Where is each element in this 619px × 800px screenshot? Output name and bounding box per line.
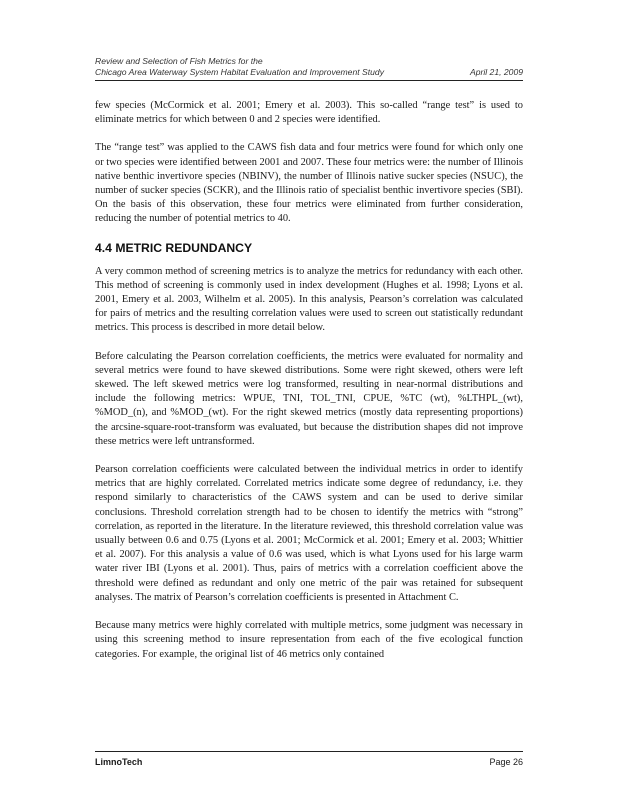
paragraph-4: Before calculating the Pearson correlation coefficients, the metrics were evaluated for normality and several metrics were found to have skewed distributions. Some were right skewed, others were left skewed. The left skewed metrics were log transformed, resulting in near-normal distributions and include the following metrics: WPUE, TNI, TOL_TNI, CPUE, %TC (wt), %LTHPL_(wt), %MOD_(n), and %MOD_(wt). For the right skewed metrics (mostly data representing proportions) the arcsine-square-root-transform was evaluated, but because the distribution shapes did not improve these metrics were left untransformed. [95,350,523,447]
paragraph-6: Because many metrics were highly correlated with multiple metrics, some judgment was necessary in using this screening method to insure representation from each of the five ecological function categories. For example, the original list of 46 metrics only contained [95,620,523,660]
paragraph-2: The “range test” was applied to the CAWS fish data and four metrics were found for which only one or two species were identified between 2001 and 2007. These four metrics were: the number of Illinois native benthic invertivore species (NBINV), the number of Illinois native sucker species (NSUC), the number of sucker species (SCKR), and the Illinois ratio of specialist benthic invertivore species (SBI). On the basis of this observation, these four metrics were eliminated from further consideration, reducing the number of potential metrics to 40. [95,142,523,225]
section-heading: 4.4 METRIC REDUNDANCY [95,240,253,255]
paragraph-5: Pearson correlation coefficients were calculated between the individual metrics in order to identify metrics that are highly correlated. Correlated metrics indicate some degree of redundancy, i.e. they respond similarly to characteristics of the CAWS system and can be used to derive similar conclusions. Threshold correlation strength had to be chosen to identify the metrics with “strong” correlation, as reported in the literature. In the literature reviewed, this threshold correlation value was usually between 0.6 and 0.75 (Lyons et al. 2001; McCormick et al. 2001; Emery et al. 2003; Whittier et al. 2007). For this analysis a value of 0.6 was used, which is what Lyons used for his large warm water river IBI (Lyons et al. 2001). Thus, pairs of metrics with a correlation coefficient above the threshold were defined as redundant and only one metric of the pair was retained for subsequent analyses. The matrix of Pearson’s correlation coefficients is presented in Attachment C. [95,464,523,603]
body-content [95,99,523,676]
page-number: Page 26 [489,757,523,767]
header-title-line2: Chicago Area Waterway System Habitat Evaluation and Improvement Study [95,67,384,77]
footer-divider [95,751,523,752]
footer-company: LimnoTech [95,757,143,767]
running-header [95,56,523,78]
header-divider [95,80,523,81]
running-footer [95,757,523,768]
paragraph-3: A very common method of screening metrics is to analyze the metrics for redundancy with each other. This method of screening is commonly used in index development (Hughes et al. 1998; Lyons et al. 2001, Emery et al. 2003, Wilhelm et al. 2005). In this analysis, Pearson’s correlation was calculated for pairs of metrics and the resulting correlation values were used to screen out statistically redundant metrics. This process is described in more detail below. [95,265,523,334]
header-title-line1: Review and Selection of Fish Metrics for the [95,56,263,66]
paragraph-1: few species (McCormick et al. 2001; Emery et al. 2003). This so-called “range test” is used to eliminate metrics for which between 0 and 2 species were identified. [95,100,523,126]
header-date: April 21, 2009 [469,67,523,77]
